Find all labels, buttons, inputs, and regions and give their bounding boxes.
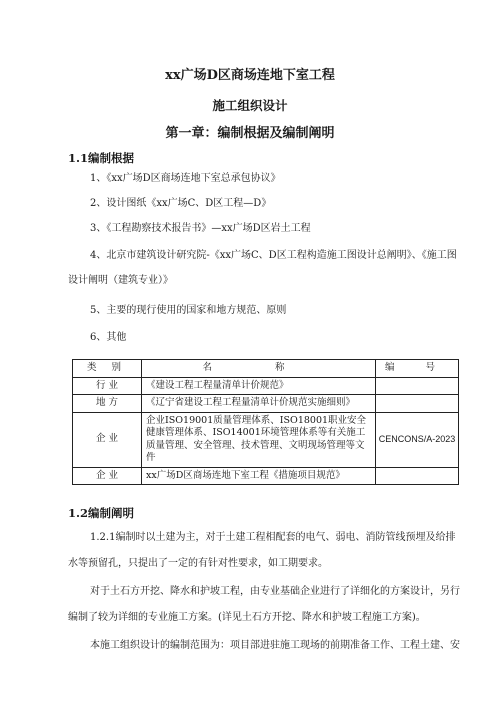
basis-item-2: 2、设计图纸《xx广场C、D区工程—D》: [90, 198, 272, 209]
row-code: [376, 467, 459, 485]
basis-item-4: 4、北京市建筑设计研究院-《xx广场C、D区工程构造施工图设计总阐明》、《施工图: [90, 250, 457, 261]
header-name: 名 称: [142, 360, 376, 378]
project-title: xx广场D区商场连地下室工程: [165, 68, 335, 83]
explanation-para-2-cont: 编制了较为详细的专业施工方案。(详见土石方开挖、降水和护坡工程施工方案)。: [68, 612, 426, 623]
row-category: 企 业: [73, 412, 142, 467]
basis-item-5: 5、主要的现行使用的国家和地方规范、原则: [90, 305, 287, 316]
basis-item-4-cont: 设计阐明（建筑专业）》: [68, 275, 173, 286]
section-1-1-heading: 1.1编制根据: [68, 151, 135, 165]
table-row: [73, 412, 459, 467]
header-category: 类 别: [73, 360, 142, 378]
row-code: [376, 377, 459, 395]
document-title: 施工组织设计: [212, 98, 288, 113]
row-category: 企 业: [73, 467, 142, 485]
basis-item-6: 6、其他: [90, 332, 127, 343]
table-header-row: [73, 360, 459, 378]
header-code: 编 号: [376, 360, 459, 378]
section-1-2-heading: 1.2编制阐明: [68, 506, 135, 520]
row-category: 行 业: [73, 377, 142, 395]
row-code: CENCONS/A-2023: [376, 412, 459, 467]
basis-item-1: 1、《xx广场D区商场连地下室总承包协议》: [90, 173, 281, 184]
basis-item-3: 3、《工程勘察技术报告书》—xx广场D区岩土工程: [90, 223, 311, 234]
standards-table: [72, 359, 459, 485]
explanation-para-1: 1.2.1编制时以土建为主，对于土建工程相配套的电气、弱电、消防管线预埋及给排: [90, 532, 456, 543]
table-row: [73, 467, 459, 485]
table-row: [73, 395, 459, 413]
row-name: 《建设工程工程量清单计价规范》: [142, 377, 376, 395]
explanation-para-3: 本施工组织设计的编制范围为：项目部进驻施工现场的前期准备工作、工程土建、安: [90, 640, 460, 651]
row-name: 《辽宁省建设工程工程量清单计价规范实施细则》: [142, 395, 376, 413]
chapter-title: 第一章：编制根据及编制阐明: [165, 126, 335, 141]
row-name: 企业ISO19001质量管理体系、ISO18001职业安全健康管理体系、ISO14001环境管理体系等有关施工质量管理、安全管理、技术管理、文明现场管理等文件: [142, 412, 376, 467]
row-category: 地 方: [73, 395, 142, 413]
row-code: [376, 395, 459, 413]
table-row: [73, 377, 459, 395]
row-name: xx广场D区商场连地下室工程《措施项目规范》: [142, 467, 376, 485]
explanation-para-1-cont: 水等预留孔，只提出了一定的有针对性要求，如工期要求。: [68, 558, 328, 569]
explanation-para-2: 对于土石方开挖、降水和护坡工程，由专业基础企业进行了详细化的方案设计，另行: [90, 586, 460, 597]
